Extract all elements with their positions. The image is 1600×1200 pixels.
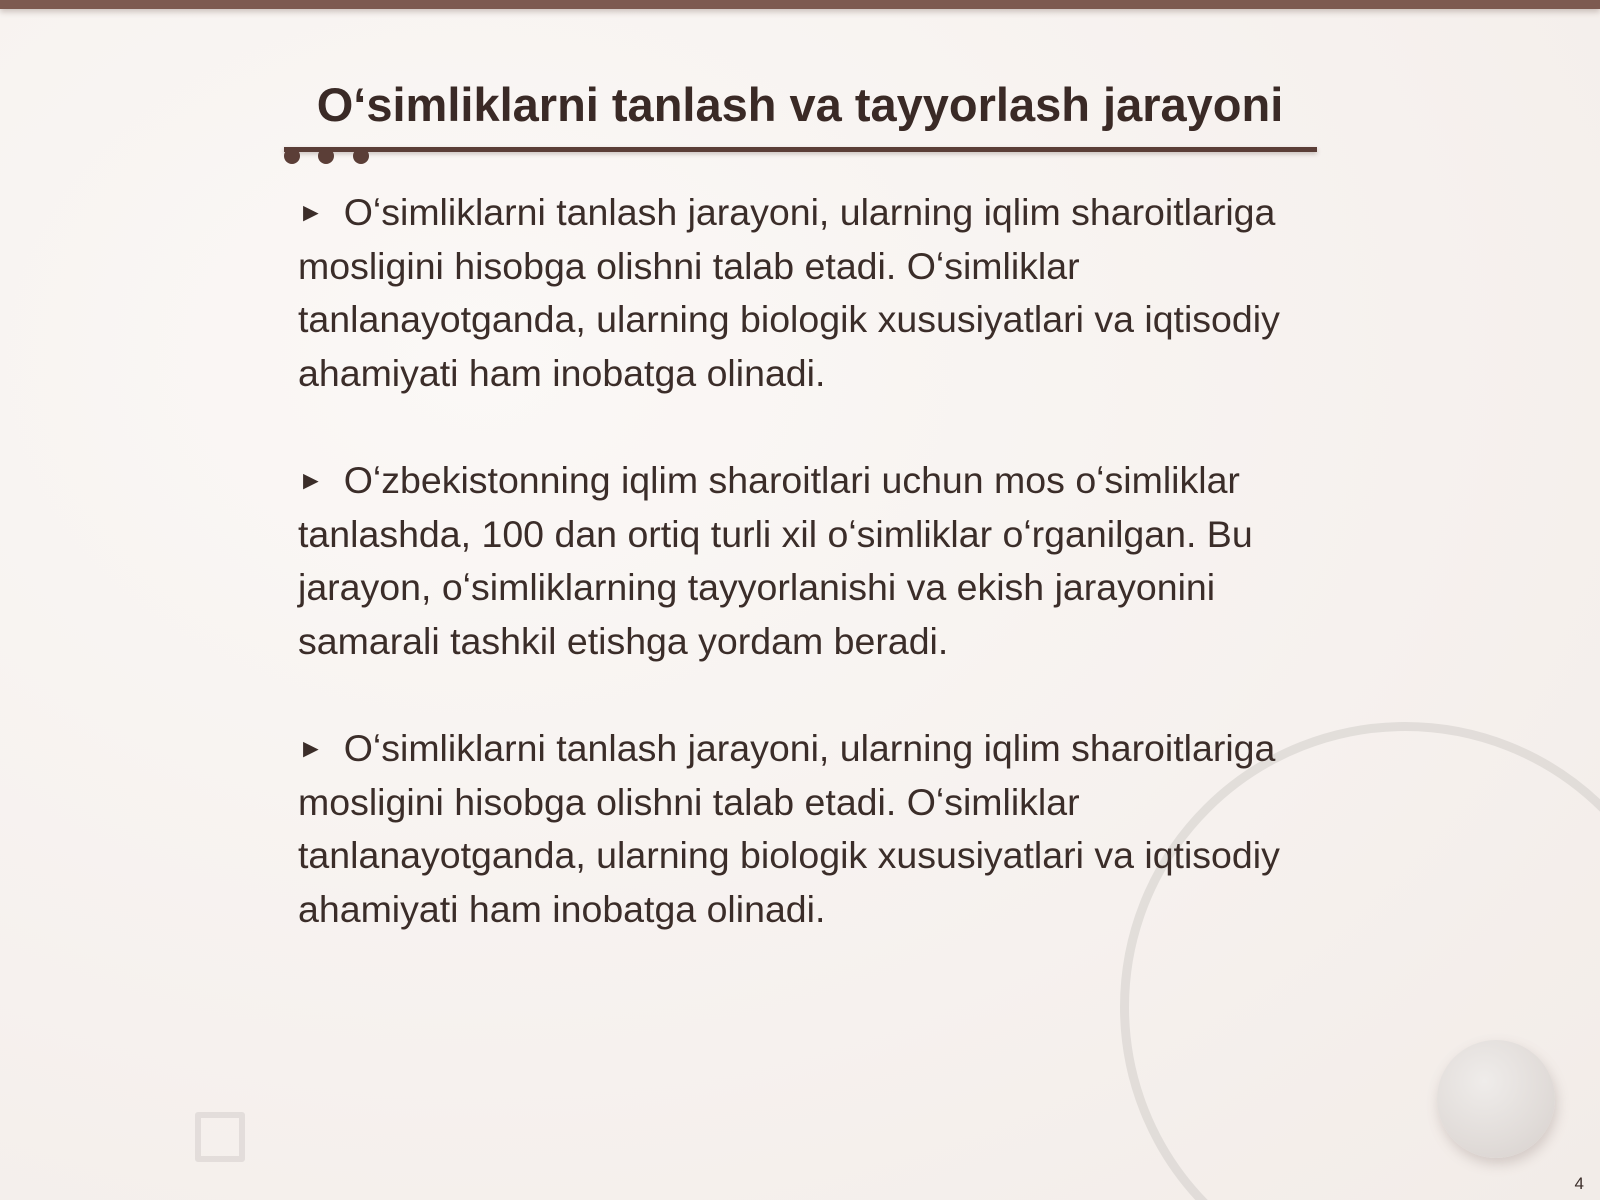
bullet-item	[298, 454, 1318, 668]
bullet-item	[298, 722, 1318, 936]
underline-dot-2	[318, 148, 334, 164]
top-accent-band	[0, 0, 1600, 9]
bullet-text: Oʻzbekistonning iqlim sharoitlari uchun mos oʻsimliklar tanlashda, 100 dan ortiq turli xil oʻsimliklar oʻrganilgan. Bu jarayon, oʻsimliklarning tayyorlanishi va ekish jarayonini samarali tashkil etishga yordam beradi.	[298, 459, 1253, 662]
underline-dot-1	[284, 148, 300, 164]
decorative-square	[195, 1112, 245, 1162]
bullet-text: Oʻsimliklarni tanlash jarayoni, ularning iqlim sharoitlariga mosligini hisobga olishni talab etadi. Oʻsimliklar tanlanayotganda, ularning biologik xususiyatlari va iqtisodiy ahamiyati ham inobatga olinadi.	[298, 727, 1280, 930]
title-underline	[284, 147, 1317, 152]
bullet-item	[298, 186, 1318, 400]
page-number: 4	[1574, 1174, 1584, 1193]
slide-title: Oʻsimliklarni tanlash va tayyorlash jarayoni	[316, 78, 1284, 131]
bullet-list	[298, 186, 1318, 936]
bullet-arrow-icon: ►	[298, 197, 324, 227]
underline-dot-3	[353, 148, 369, 164]
bullet-arrow-icon: ►	[298, 733, 324, 763]
decorative-circle	[1437, 1040, 1555, 1158]
bullet-arrow-icon: ►	[298, 465, 324, 495]
bullet-text: Oʻsimliklarni tanlash jarayoni, ularning iqlim sharoitlariga mosligini hisobga olishni talab etadi. Oʻsimliklar tanlanayotganda, ularning biologik xususiyatlari va iqtisodiy ahamiyati ham inobatga olinadi.	[298, 191, 1280, 394]
